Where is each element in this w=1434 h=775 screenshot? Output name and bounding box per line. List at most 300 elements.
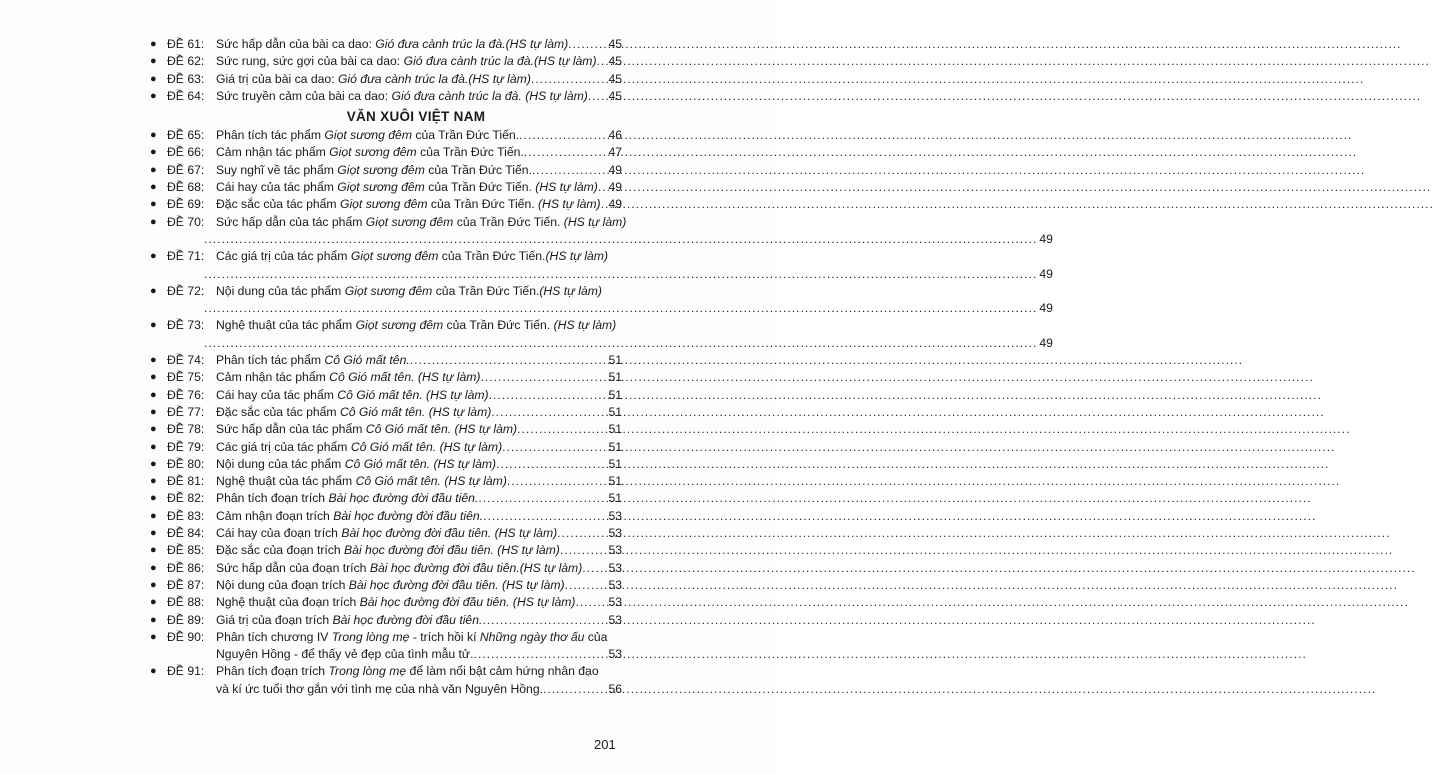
hs-note: (HS tự làm) <box>512 595 576 610</box>
entry-title <box>216 352 410 369</box>
toc-entry[interactable] <box>150 144 622 161</box>
title-text: Sức hấp dẫn của tác phẩm <box>216 214 366 229</box>
entry-title <box>216 71 531 88</box>
entry-number: ĐỀ 85: <box>167 543 205 558</box>
entry-line <box>216 629 622 646</box>
title-text: Nghệ thuật của tác phẩm <box>216 474 356 489</box>
title-text: Nghệ thuật của tác phẩm <box>216 318 356 333</box>
hs-note: (HS tự làm) <box>468 71 531 86</box>
work-title: Bài học đường đời đầu tiên. <box>359 595 510 610</box>
entry-page: 51 <box>608 422 622 437</box>
work-title: Giọt sương đêm <box>329 145 417 160</box>
entry-body <box>216 162 622 179</box>
entry-number: ĐỀ 80: <box>167 456 205 471</box>
entry-line <box>216 612 622 629</box>
entry-line <box>216 577 622 594</box>
entry-body <box>216 352 622 369</box>
entry-page: 45 <box>608 88 622 103</box>
entry-page: 51 <box>608 370 622 385</box>
entry-page: 46 <box>608 128 622 143</box>
entry-page: 45 <box>608 37 622 51</box>
work-title: Cô Gió mất tên. <box>365 422 452 437</box>
entry-number: ĐỀ 78: <box>167 422 205 437</box>
entry-body <box>216 179 622 196</box>
toc-entry[interactable] <box>150 283 1053 318</box>
entry-number: ĐỀ 79: <box>167 439 205 454</box>
entry-body <box>216 196 622 213</box>
entry-title <box>216 629 607 646</box>
dot-leader <box>519 127 606 144</box>
work-title: Cô Gió mất tên. <box>337 387 423 402</box>
work-title: Giọt sương đêm <box>339 197 428 212</box>
toc-entry[interactable] <box>150 214 1053 249</box>
dot-leader <box>560 542 607 559</box>
hs-note: (HS tự làm) <box>539 283 602 298</box>
entry-page: 49 <box>1039 231 1053 246</box>
title-text: Suy nghĩ về tác phẩm <box>216 162 338 177</box>
bullet-icon: ● <box>150 492 157 505</box>
hs-note: (HS tự làm) <box>545 249 609 264</box>
bullet-icon: ● <box>150 544 157 557</box>
toc-entry[interactable] <box>150 88 622 105</box>
entry-line <box>216 404 622 421</box>
title-text: Sức hấp dẫn của đoạn trích <box>216 560 370 575</box>
toc-entry[interactable] <box>150 663 622 698</box>
bullet-icon: ● <box>150 181 157 194</box>
entry-line <box>216 508 622 525</box>
toc-entry[interactable] <box>150 508 622 525</box>
work-title: Bài học đường đời đầu tiên. <box>369 560 520 575</box>
entry-line <box>216 127 622 144</box>
entry-line <box>216 421 622 438</box>
entry-page: 53 <box>608 647 622 662</box>
title-text: để làm nổi bật cảm hứng nhân đạo <box>406 664 599 679</box>
entry-title <box>216 404 491 421</box>
dot-leader <box>568 36 606 53</box>
entry-title <box>216 577 565 594</box>
bullet-icon: ● <box>150 423 157 436</box>
entry-title <box>216 248 608 265</box>
hs-note: (HS tự làm) <box>494 526 558 541</box>
entry-line <box>216 387 622 404</box>
dot-leader <box>204 300 1037 317</box>
bullet-icon: ● <box>150 578 157 591</box>
entry-title <box>216 508 483 525</box>
work-title: Giọt sương đêm <box>365 214 454 229</box>
entry-body <box>216 577 622 594</box>
entry-title <box>216 53 597 70</box>
title-text: Nguyên Hồng - để thấy vẻ đẹp của tình mẫu tử. <box>216 647 474 662</box>
entry-number: ĐỀ 62: <box>167 54 205 69</box>
bullet-icon: ● <box>150 440 157 453</box>
entry-body <box>216 317 622 334</box>
entry-number: ĐỀ 83: <box>167 508 205 523</box>
title-text: - trích hồi kí <box>409 629 480 644</box>
entry-page: 53 <box>608 612 622 627</box>
dot-leader <box>410 352 607 369</box>
toc-entry[interactable] <box>150 473 622 490</box>
entry-number: ĐỀ 84: <box>167 526 205 541</box>
entry-page: 49 <box>1039 266 1053 281</box>
entry-page: 53 <box>608 508 622 523</box>
entry-body <box>216 490 622 507</box>
entry-line <box>216 490 622 507</box>
toc-entry[interactable] <box>150 387 622 404</box>
hs-note: (HS tự làm) <box>439 439 503 454</box>
entry-line <box>216 162 622 179</box>
entry-page: 49 <box>608 180 622 195</box>
entry-body <box>216 560 622 577</box>
dot-leader <box>502 439 606 456</box>
entry-line <box>204 231 1053 248</box>
entry-page: 51 <box>608 439 622 454</box>
entry-line <box>216 542 622 559</box>
entry-number: ĐỀ 86: <box>167 560 205 575</box>
bullet-icon: ● <box>150 55 157 68</box>
bullet-icon: ● <box>150 561 157 574</box>
entry-page: 51 <box>608 353 622 368</box>
entry-line <box>216 144 622 161</box>
title-text: Phân tích tác phẩm <box>216 353 325 368</box>
entry-line <box>216 594 622 611</box>
entry-title <box>216 214 626 231</box>
entry-line <box>216 369 622 386</box>
title-text: Cái hay của tác phẩm <box>216 387 338 402</box>
entry-number: ĐỀ 73: <box>167 318 205 333</box>
dot-leader <box>478 490 606 507</box>
bullet-icon: ● <box>150 215 157 228</box>
dot-leader <box>204 231 1037 248</box>
title-text: Phân tích tác phẩm <box>216 128 325 143</box>
entry-body <box>216 473 622 490</box>
title-text: của Trần Đức Tiến. <box>443 318 554 333</box>
entry-body <box>216 508 622 525</box>
hs-note: (HS tự làm) <box>433 456 497 471</box>
dot-leader <box>582 560 606 577</box>
bullet-icon: ● <box>150 72 157 85</box>
entry-title <box>216 612 482 629</box>
entry-title <box>216 88 588 105</box>
toc-entry[interactable] <box>150 577 622 594</box>
toc-entry[interactable] <box>150 525 622 542</box>
title-text: Giá trị của bài ca dao: <box>216 71 338 86</box>
entry-line <box>204 335 1053 352</box>
entry-number: ĐỀ 69: <box>167 197 205 212</box>
title-text: Đặc sắc của tác phẩm <box>216 404 340 419</box>
entry-number: ĐỀ 71: <box>167 249 205 264</box>
entry-title <box>216 542 560 559</box>
entry-line <box>216 196 622 213</box>
work-title: Cô Gió mất tên. <box>324 353 410 368</box>
entry-number: ĐỀ 63: <box>167 71 205 86</box>
toc-entry[interactable] <box>150 162 622 179</box>
toc-entry[interactable] <box>150 36 622 53</box>
entry-line <box>216 88 622 105</box>
entry-body <box>216 127 622 144</box>
work-title: Giọt sương đêm <box>337 180 425 195</box>
dot-leader <box>482 612 606 629</box>
entry-title <box>216 421 517 438</box>
entry-page: 53 <box>608 526 622 541</box>
entry-body <box>216 629 622 664</box>
hs-note: (HS tự làm) <box>454 422 518 437</box>
hs-note: (HS tự làm) <box>428 404 492 419</box>
dot-leader <box>496 456 606 473</box>
entry-title <box>216 127 519 144</box>
bullet-icon: ● <box>150 475 157 488</box>
work-title: Cô Gió mất tên. <box>339 404 426 419</box>
work-title: Những ngày thơ ấu <box>479 629 585 644</box>
title-text: Cái hay của tác phẩm <box>216 180 338 195</box>
title-text: Cảm nhận tác phẩm <box>216 145 330 160</box>
entry-line <box>216 456 622 473</box>
work-title: Bài học đường đời đầu tiên. <box>348 577 499 592</box>
entry-line <box>204 266 1053 283</box>
bullet-icon: ● <box>150 665 157 678</box>
bullet-icon: ● <box>150 405 157 418</box>
entry-title <box>216 317 616 334</box>
bullet-icon: ● <box>150 146 157 159</box>
entry-page: 45 <box>608 71 622 86</box>
work-title: Giọt sương đêm <box>337 162 425 177</box>
entry-body <box>216 421 622 438</box>
work-title: Giọt sương đêm <box>350 249 439 264</box>
dot-leader <box>489 387 607 404</box>
toc-entry[interactable] <box>150 560 622 577</box>
title-text: Sức rung, sức gợi của bài ca dao: <box>216 54 404 69</box>
entry-title <box>216 525 557 542</box>
toc-entry[interactable] <box>150 53 622 70</box>
title-text: của <box>584 629 608 644</box>
dot-leader <box>204 266 1037 283</box>
toc-entry[interactable] <box>150 542 622 559</box>
title-text: Cảm nhận tác phẩm <box>216 370 330 385</box>
bullet-icon: ● <box>150 457 157 470</box>
entry-number: ĐỀ 82: <box>167 491 205 506</box>
bullet-icon: ● <box>150 388 157 401</box>
entry-body <box>216 663 622 698</box>
toc-entry[interactable] <box>150 612 622 629</box>
entry-line <box>216 352 622 369</box>
entry-number: ĐỀ 91: <box>167 664 205 679</box>
title-text: Cảm nhận đoạn trích <box>216 508 334 523</box>
entry-body <box>216 88 622 105</box>
entry-title <box>216 144 524 161</box>
entry-page: 53 <box>608 543 622 558</box>
entry-line <box>216 473 622 490</box>
entry-line <box>216 646 622 663</box>
entry-number: ĐỀ 89: <box>167 612 205 627</box>
title-text: của Trần Đức Tiến. <box>453 214 564 229</box>
dot-leader <box>507 473 607 490</box>
page-number: 201 <box>594 737 616 752</box>
bullet-icon: ● <box>150 371 157 384</box>
entry-line <box>216 36 622 53</box>
entry-title <box>216 560 582 577</box>
dot-leader <box>588 88 607 105</box>
entry-line <box>216 525 622 542</box>
entry-number: ĐỀ 77: <box>167 404 205 419</box>
toc-entry[interactable] <box>150 71 622 88</box>
hs-note: (HS tự làm) <box>535 180 598 195</box>
work-title: Trong lòng mẹ <box>328 664 407 679</box>
toc-entry[interactable] <box>150 490 622 507</box>
toc-entry[interactable] <box>150 352 622 369</box>
dot-leader <box>483 508 606 525</box>
title-text: Nghệ thuật của đoạn trích <box>216 595 360 610</box>
entry-page: 51 <box>608 491 622 506</box>
entry-number: ĐỀ 65: <box>167 128 205 143</box>
entry-number: ĐỀ 66: <box>167 145 205 160</box>
entry-number: ĐỀ 68: <box>167 180 205 195</box>
title-text: Sức hấp dẫn của bài ca dao: <box>216 37 376 51</box>
entry-line <box>216 53 622 70</box>
entry-number: ĐỀ 75: <box>167 370 205 385</box>
title-text: của Trần Đức Tiến. <box>416 145 524 160</box>
title-text: Phân tích chương IV <box>216 629 332 644</box>
entry-line <box>216 214 627 231</box>
dot-leader <box>575 594 606 611</box>
entry-line <box>216 179 622 196</box>
entry-page: 51 <box>608 474 622 489</box>
entry-title <box>216 369 480 386</box>
toc-entry[interactable] <box>150 456 622 473</box>
entry-title <box>216 594 575 611</box>
hs-note: (HS tự làm) <box>502 577 565 592</box>
bullet-icon: ● <box>150 630 157 643</box>
entry-number: ĐỀ 88: <box>167 595 205 610</box>
entry-number: ĐỀ 87: <box>167 577 205 592</box>
toc-entry[interactable] <box>150 317 1053 352</box>
entry-title <box>216 283 602 300</box>
work-title: Cô Gió mất tên. <box>329 370 415 385</box>
title-text: của Trần Đức Tiến. <box>424 180 536 195</box>
bullet-icon: ● <box>150 319 157 332</box>
work-title: Bài học đường đời đầu tiên. <box>341 526 492 541</box>
entry-body <box>216 456 622 473</box>
entry-number: ĐỀ 67: <box>167 162 205 177</box>
entry-line <box>216 283 622 300</box>
work-title: Gió đưa cành trúc la đà. <box>375 37 506 51</box>
dot-leader <box>597 53 607 70</box>
toc-entry[interactable] <box>150 629 622 664</box>
bullet-icon: ● <box>150 354 157 367</box>
bullet-icon: ● <box>150 284 157 297</box>
hs-note: (HS tự làm) <box>417 370 481 385</box>
entry-number: ĐỀ 90: <box>167 629 205 644</box>
work-title: Bài học đường đời đầu tiên. <box>332 612 483 627</box>
bullet-icon: ● <box>150 527 157 540</box>
entry-body <box>216 387 622 404</box>
work-title: Cô Gió mất tên. <box>355 474 441 489</box>
entry-title <box>216 439 502 456</box>
entry-title <box>216 196 601 213</box>
title-text: của Trần Đức Tiến. <box>427 197 538 212</box>
entry-body <box>216 525 622 542</box>
entry-page: 53 <box>608 577 622 592</box>
entry-number: ĐỀ 70: <box>167 214 205 229</box>
dot-leader <box>204 335 1037 352</box>
toc-entry[interactable] <box>150 404 622 421</box>
entry-number: ĐỀ 81: <box>167 474 205 489</box>
dot-leader <box>532 162 607 179</box>
work-title: Trong lòng mẹ <box>331 629 410 644</box>
title-text: của Trần Đức Tiến. <box>424 162 532 177</box>
hs-note: (HS tự làm) <box>444 474 507 489</box>
entry-line <box>216 71 622 88</box>
entry-body <box>216 214 627 231</box>
entry-line <box>216 560 622 577</box>
toc-entry[interactable] <box>150 127 622 144</box>
dot-leader <box>557 525 606 542</box>
title-text: Đặc sắc của đoạn trích <box>216 543 345 558</box>
title-text: Phân tích đoạn trích <box>216 664 329 679</box>
toc-entry[interactable] <box>150 196 622 213</box>
entry-number: ĐỀ 64: <box>167 88 205 103</box>
bullet-icon: ● <box>150 163 157 176</box>
entry-line <box>216 663 622 680</box>
toc-entry[interactable] <box>150 179 622 196</box>
hs-note: (HS tự làm) <box>525 88 588 103</box>
bullet-icon: ● <box>150 129 157 142</box>
title-text: Các giá trị của tác phẩm <box>216 439 351 454</box>
toc-entry[interactable] <box>150 248 1053 283</box>
entry-body <box>216 542 622 559</box>
work-title: Giọt sương đêm <box>355 318 444 333</box>
entry-body <box>216 369 622 386</box>
toc-entry[interactable] <box>150 421 622 438</box>
entry-number: ĐỀ 74: <box>167 353 205 368</box>
entry-line <box>204 300 1053 317</box>
title-text: Đặc sắc của tác phẩm <box>216 197 340 212</box>
entry-title <box>216 473 507 490</box>
section-title: VĂN XUÔI VIỆT NAM <box>346 109 486 125</box>
title-text: của Trần Đức Tiến. <box>438 249 546 264</box>
entry-line <box>216 317 622 334</box>
entry-line <box>216 681 622 698</box>
entry-body <box>216 36 622 53</box>
work-title: Gió đưa cành trúc la đà. <box>391 88 522 103</box>
toc-entry[interactable] <box>150 594 622 611</box>
entry-page: 45 <box>608 54 622 69</box>
toc-entry[interactable] <box>150 439 622 456</box>
hs-note: (HS tự làm) <box>538 197 601 212</box>
entry-title <box>216 387 489 404</box>
hs-note: (HS tự làm) <box>505 37 569 51</box>
dot-leader <box>480 369 606 386</box>
entry-title <box>216 179 598 196</box>
hs-note: (HS tự làm) <box>519 560 583 575</box>
work-title: Gió đưa cành trúc la đà. <box>337 71 469 86</box>
dot-leader <box>473 646 606 663</box>
hs-note: (HS tự làm) <box>533 54 597 69</box>
entry-line <box>216 248 622 265</box>
entry-title <box>216 490 478 507</box>
bullet-icon: ● <box>150 596 157 609</box>
work-title: Bài học đường đời đầu tiên. <box>328 491 479 506</box>
entry-body <box>216 53 622 70</box>
title-text: và kí ức tuổi thơ gắn với tình mẹ của nhà văn Nguyên Hồng. <box>216 681 543 696</box>
bullet-icon: ● <box>150 198 157 211</box>
entry-line <box>216 439 622 456</box>
toc-entry[interactable] <box>150 369 622 386</box>
hs-note: (HS tự làm) <box>563 214 627 229</box>
title-text: Nội dung của đoạn trích <box>216 577 349 592</box>
entry-page: 53 <box>608 595 622 610</box>
entry-page: 49 <box>608 197 622 212</box>
title-text: Phân tích đoạn trích <box>216 491 329 506</box>
bullet-icon: ● <box>150 613 157 626</box>
